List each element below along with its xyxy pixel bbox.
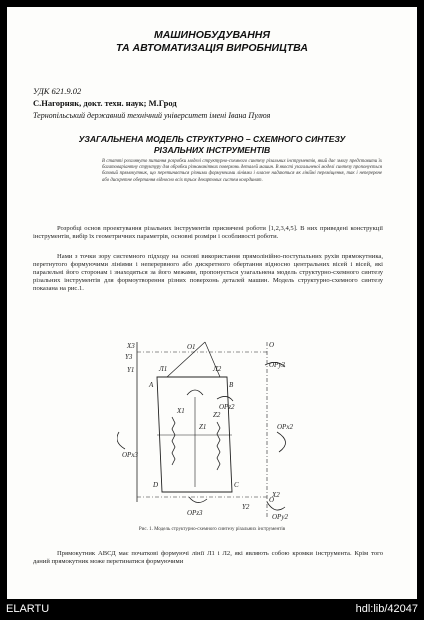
journal-title-line2: ТА АВТОМАТИЗАЦІЯ ВИРОБНИЦТВА [116, 42, 308, 54]
label-d: D [153, 481, 159, 489]
zigzag-left [172, 417, 175, 465]
rectangle-abcd [157, 377, 232, 492]
rotation-arrow-opx3 [117, 432, 125, 449]
rotation-arrow-opz3 [189, 497, 207, 503]
rotation-arrow-opx2 [277, 432, 286, 452]
label-l2: Л2 [213, 365, 222, 373]
udc-code: УДК 621.9.02 [33, 86, 82, 96]
label-x1: X1 [177, 407, 185, 415]
label-x3: X3 [127, 342, 135, 350]
label-o-bottom: O [269, 496, 275, 504]
label-y2: Y2 [242, 503, 250, 511]
label-z1: Z1 [199, 423, 207, 431]
figure-1-diagram [117, 337, 297, 522]
affiliation: Тернопільський державний технічний університет імені Івана Пулюя [33, 111, 271, 120]
paragraph-1: Розробці основ проектування різальних інструментів присвячені роботи [1,2,3,4,5]. В них приведені конструкції інструментів, вибір їх геометричних параметрів, основні розміри і особливості роботи. [33, 225, 383, 241]
label-y3: Y3 [125, 353, 133, 361]
paper-title-line1: УЗАГАЛЬНЕНА МОДЕЛЬ СТРУКТУРНО – СХЕМНОГО СИНТЕЗУ [78, 134, 346, 144]
paragraph-2: Нами з точки зору системного підходу на основі використання прямолінійно-поступальних рухів прямокутника, перетнутого формуючими лініями і неперервного або дискретного обертання відносно центральних вісей і вісей, які паралельні його сторонам і знаходяться за його межами, пропонується узагальнена модель структурно-схемного синтезу різальних інструментів для формоутворення різних поверхонь деталей машин. Модель структурно-схемного синтезу показана на рис.1. [33, 253, 383, 293]
footer-repository-name: ELARTU [6, 603, 50, 615]
paragraph-3: Прямокутник АВСД має початкові формуючі лінії Л1 і Л2, які являють собою кромки інструмента. Крім того даний прямокутник може перетинатися формуючими [33, 550, 383, 566]
label-y1: Y1 [127, 366, 135, 374]
footer-handle: hdl:lib/42047 [355, 603, 418, 615]
paper-title [7, 134, 417, 156]
figure-caption: Рис. 1. Модель структурно-схемного синтезу різальних інструментів [138, 527, 286, 532]
paper-title-line2: РІЗАЛЬНИХ ІНСТРУМЕНТІВ [153, 145, 271, 155]
label-op-x2: OPx2 [277, 423, 293, 431]
label-o-top: O [269, 341, 275, 349]
zigzag-right [217, 422, 220, 470]
label-c: C [234, 481, 239, 489]
label-x2: X2 [272, 491, 280, 499]
label-op-x3: OPx3 [122, 451, 138, 459]
label-b: B [229, 381, 234, 389]
label-o1: O1 [187, 343, 196, 351]
authors: С.Нагорняк, докт. техн. наук; М.Грод [33, 98, 177, 108]
forming-line-l1 [167, 342, 205, 377]
label-op-y3: OPy3 [269, 361, 285, 369]
journal-title-line1: МАШИНОБУДУВАННЯ [153, 29, 271, 41]
rotation-arrow-top [187, 390, 203, 395]
label-op-z3: OPz3 [187, 509, 203, 517]
label-a: A [149, 381, 154, 389]
rotation-arrow-opz2 [217, 396, 233, 401]
label-l1: Л1 [159, 365, 168, 373]
abstract: В статті розглянуто питання розробки моделі структурно-схемного синтезу різальних інструментів, який дає змогу представити їх багатоваріантну структуру для обробки різноманітних поверхонь деталей машин. В якості узагальненої моделі синтезу пропонується базовий прямокутник, що перетинається різними формуючими лініями і власне надаються як лінійні переміщення, так і неперервне або дискретне обертання відносно всіх трьох декартових систем координат. [102, 159, 382, 183]
repository-footer [0, 599, 424, 620]
label-op-z2: OPz2 [219, 403, 235, 411]
document-page [7, 7, 417, 599]
label-z2: Z2 [213, 411, 221, 419]
label-op-y2: OPy2 [272, 513, 288, 521]
